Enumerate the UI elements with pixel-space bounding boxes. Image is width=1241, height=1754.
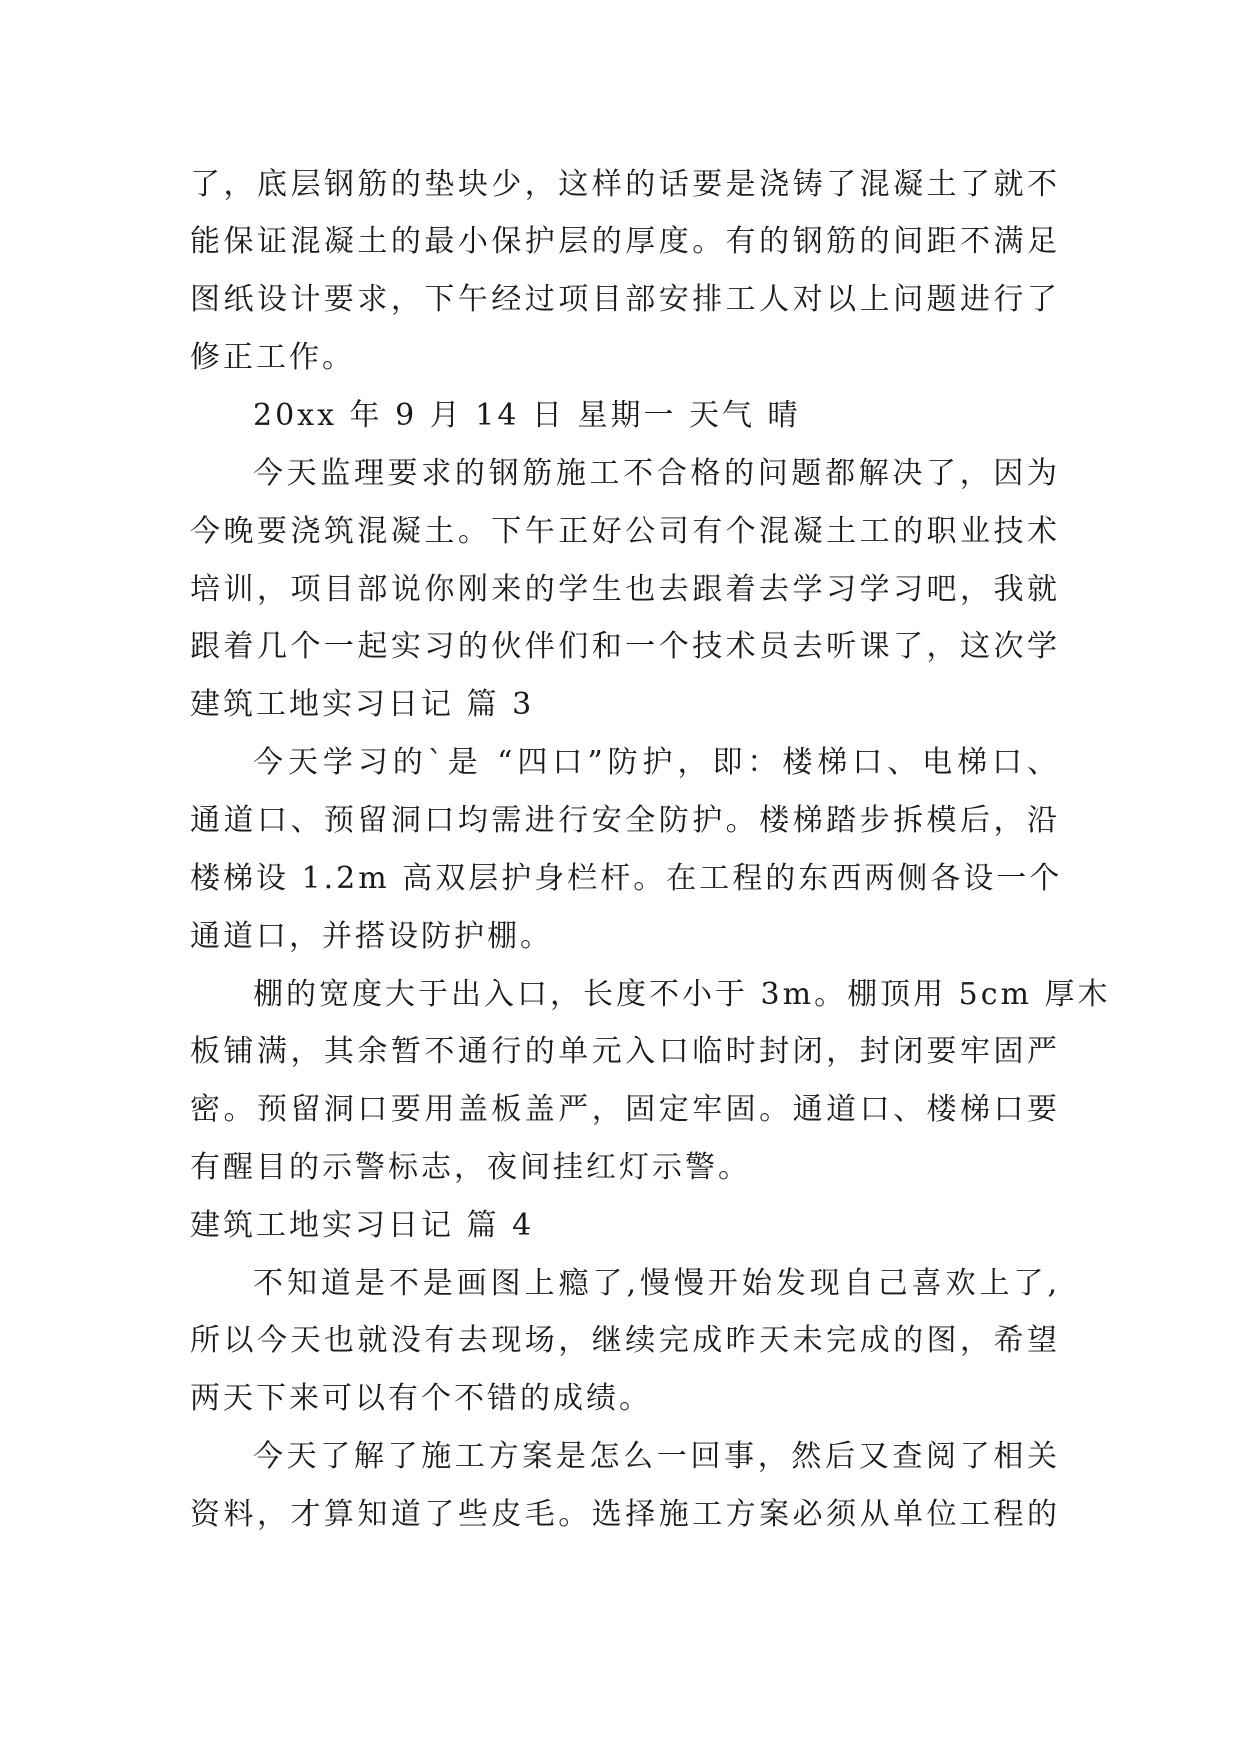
section-heading: 建筑工地实习日记 篇 4 bbox=[190, 1208, 535, 1243]
text-line: 资料，才算知道了些皮毛。选择施工方案必须从单位工程的 bbox=[190, 1497, 1060, 1532]
text-line: 密。预留洞口要用盖板盖严，固定牢固。通道口、楼梯口要 bbox=[190, 1092, 1060, 1127]
diary-date-line: 20xx 年 9 月 14 日 星期一 天气 晴 bbox=[253, 398, 801, 433]
text-line: 不知道是不是画图上瘾了,慢慢开始发现自己喜欢上了, bbox=[253, 1266, 1060, 1301]
text-line: 能保证混凝土的最小保护层的厚度。有的钢筋的间距不满足 bbox=[190, 224, 1060, 259]
text-line: 图纸设计要求，下午经过项目部安排工人对以上问题进行了 bbox=[190, 282, 1060, 317]
text-line: 有醒目的示警标志，夜间挂红灯示警。 bbox=[190, 1150, 751, 1185]
text-line: 跟着几个一起实习的伙伴们和一个技术员去听课了，这次学 bbox=[190, 629, 1060, 664]
text-line: 两天下来可以有个不错的成绩。 bbox=[190, 1381, 652, 1416]
text-line: 通道口，并搭设防护棚。 bbox=[190, 919, 553, 954]
text-line: 今天了解了施工方案是怎么一回事，然后又查阅了相关 bbox=[253, 1439, 1060, 1474]
text-line: 培训，项目部说你刚来的学生也去跟着去学习学习吧，我就 bbox=[190, 572, 1060, 607]
text-line: 修正工作。 bbox=[190, 340, 355, 375]
section-heading: 建筑工地实习日记 篇 3 bbox=[190, 687, 535, 722]
text-line: 楼梯设 1.2m 高双层护身栏杆。在工程的东西两侧各设一个 bbox=[190, 861, 1063, 896]
text-line: 板铺满，其余暂不通行的单元入口临时封闭，封闭要牢固严 bbox=[190, 1034, 1060, 1069]
text-line: 棚的宽度大于出入口，长度不小于 3m。棚顶用 5cm 厚木 bbox=[253, 977, 1111, 1012]
text-line: 今晚要浇筑混凝土。下午正好公司有个混凝土工的职业技术 bbox=[190, 514, 1060, 549]
text-line: 今天监理要求的钢筋施工不合格的问题都解决了，因为 bbox=[253, 456, 1060, 491]
text-line: 所以今天也就没有去现场，继续完成昨天未完成的图，希望 bbox=[190, 1323, 1060, 1358]
text-line: 通道口、预留洞口均需进行安全防护。楼梯踏步拆模后，沿 bbox=[190, 803, 1060, 838]
text-line: 了，底层钢筋的垫块少，这样的话要是浇铸了混凝土了就不 bbox=[190, 167, 1060, 202]
text-line: 今天学习的`是 “四口”防护，即：楼梯口、电梯口、 bbox=[253, 745, 1060, 780]
